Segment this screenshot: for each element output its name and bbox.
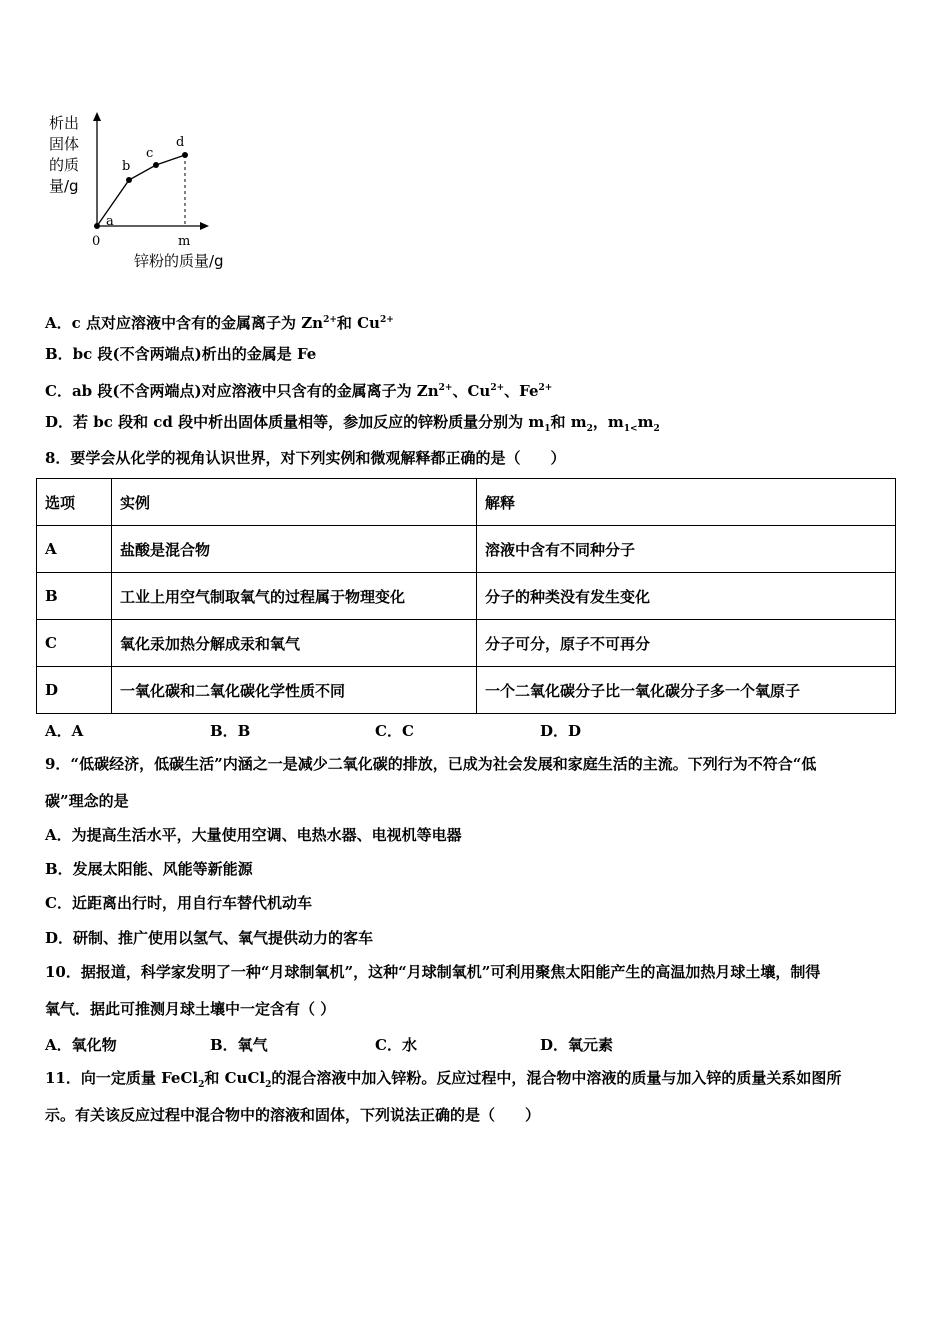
q11-sub2: 2 <box>265 1080 272 1090</box>
x-axis-arrow <box>200 222 209 230</box>
q9-stem-line2: 碳”理念的是 <box>45 792 129 810</box>
q11-text-pre: 11．向一定质量 FeCl <box>45 1069 199 1087</box>
q7-d-text: D．若 bc 段和 cd 段中析出固体质量相等，参加反应的锌粉质量分别为 m <box>45 413 545 431</box>
header-cell: 解释 <box>477 479 896 526</box>
m-label: m <box>178 234 191 249</box>
table-cell: 分子可分，原子不可再分 <box>477 620 896 667</box>
point-b <box>126 177 132 183</box>
solid-mass-graph <box>40 108 260 278</box>
point-a <box>94 223 100 229</box>
table-cell: D <box>37 667 112 714</box>
q9-option-d: D．研制、推广使用以氢气、氧气提供动力的客车 <box>45 929 374 947</box>
q7-option-a <box>45 310 394 333</box>
label-d: d <box>176 135 185 150</box>
q9-option-c: C．近距离出行时，用自行车替代机动车 <box>45 894 312 912</box>
q7-option-b: B．bc 段(不含两端点)析出的金属是 Fe <box>45 345 317 363</box>
origin-label: 0 <box>92 234 101 249</box>
q7-d-sub2: 2 <box>586 424 593 434</box>
table-row <box>37 620 896 667</box>
table-cell: 分子的种类没有发生变化 <box>477 573 896 620</box>
label-c: c <box>146 146 154 161</box>
q7-d-sub1: 1 <box>544 424 551 434</box>
q10-option-d: D．氧元素 <box>540 1036 614 1054</box>
table-row <box>37 526 896 573</box>
table-row <box>37 573 896 620</box>
q7-c-sup1: 2+ <box>438 383 453 393</box>
q7-c-sup2: 2+ <box>490 383 505 393</box>
q10-stem-line1: 10．据报道，科学家发明了一种“月球制氧机”，这种“月球制氧机”可利用聚焦太阳能产生的高温加热月球土壤，制得 <box>45 963 821 981</box>
q8-options <box>45 720 705 741</box>
table-header-row <box>37 479 896 526</box>
q7-option-c <box>45 378 552 401</box>
y-label-2: 固体 <box>49 135 80 153</box>
q7-option-d <box>45 412 660 439</box>
q11-stem-line1 <box>45 1068 841 1095</box>
q8-option-a: A．A <box>45 722 84 740</box>
q10-option-c: C．水 <box>375 1036 417 1054</box>
table-row <box>37 667 896 714</box>
table-cell: 一氧化碳和二氧化碳化学性质不同 <box>112 667 477 714</box>
header-cell: 选项 <box>37 479 112 526</box>
q8-table <box>36 478 896 714</box>
q11-text-post: 的混合溶液中加入锌粉。反应过程中，混合物中溶液的质量与加入锌的质量关系如图所 <box>271 1069 842 1087</box>
table-cell: 工业上用空气制取氧气的过程属于物理变化 <box>112 573 477 620</box>
q7-d-mid: 和 m <box>550 413 587 431</box>
q7-c-mid2: 、Fe <box>504 382 539 400</box>
point-c <box>153 162 159 168</box>
q7-a-text: A．c 点对应溶液中含有的金属离子为 Zn <box>45 314 324 332</box>
q7-d-sub4: 2 <box>653 424 660 434</box>
header-cell: 实例 <box>112 479 477 526</box>
q9-stem-line1: 9．“低碳经济，低碳生活”内涵之一是减少二氧化碳的排放，已成为社会发展和家庭生活的主流。下列行为不符合“低 <box>45 755 817 773</box>
q10-option-a: A．氧化物 <box>45 1036 117 1054</box>
q7-d-sub3: 1< <box>623 424 638 434</box>
q11-text-mid: 和 CuCl <box>204 1069 266 1087</box>
q9-option-a: A．为提高生活水平，大量使用空调、电热水器、电视机等电器 <box>45 826 462 844</box>
table-cell: 一个二氧化碳分子比一氧化碳分子多一个氧原子 <box>477 667 896 714</box>
point-d <box>182 152 188 158</box>
label-a: a <box>106 214 114 229</box>
table-cell: B <box>37 573 112 620</box>
q8-option-c: C．C <box>375 722 414 740</box>
q9-option-b: B．发展太阳能、风能等新能源 <box>45 860 253 878</box>
q10-option-b: B．氧气 <box>210 1036 268 1054</box>
q7-c-mid: 、Cu <box>452 382 491 400</box>
label-b: b <box>122 159 131 174</box>
graph-svg <box>40 108 260 278</box>
x-axis-label: 锌粉的质量/g <box>134 252 224 270</box>
y-label-4: 量/g <box>49 177 79 195</box>
table-cell: 氧化汞加热分解成汞和氧气 <box>112 620 477 667</box>
q10-options <box>45 1034 705 1055</box>
q7-c-text: C．ab 段(不含两端点)对应溶液中只含有的金属离子为 Zn <box>45 382 439 400</box>
q7-a-mid: 和 Cu <box>336 314 380 332</box>
q10-stem-line2: 氧气．据此可推测月球土壤中一定含有（ ） <box>45 1000 336 1018</box>
y-axis-arrow <box>93 112 101 121</box>
table-cell: A <box>37 526 112 573</box>
q7-a-sup2: 2+ <box>379 315 394 325</box>
q7-d-mid2: ，m <box>592 413 624 431</box>
q8-option-d: D．D <box>540 722 582 740</box>
y-label-1: 析出 <box>49 114 80 132</box>
q11-stem-line2: 示。有关该反应过程中混合物中的溶液和固体，下列说法正确的是（ ） <box>45 1106 541 1124</box>
q7-c-sup3: 2+ <box>538 383 553 393</box>
table-cell: C <box>37 620 112 667</box>
table-cell: 溶液中含有不同种分子 <box>477 526 896 573</box>
q8-stem: 8．要学会从化学的视角认识世界，对下列实例和微观解释都正确的是（ ） <box>45 449 566 467</box>
q7-a-sup1: 2+ <box>323 315 337 325</box>
q7-d-mid3: m <box>637 413 654 431</box>
q11-sub1: 2 <box>198 1080 205 1090</box>
q8-option-b: B．B <box>210 722 251 740</box>
y-label-3: 的质 <box>49 156 80 174</box>
table-cell: 盐酸是混合物 <box>112 526 477 573</box>
